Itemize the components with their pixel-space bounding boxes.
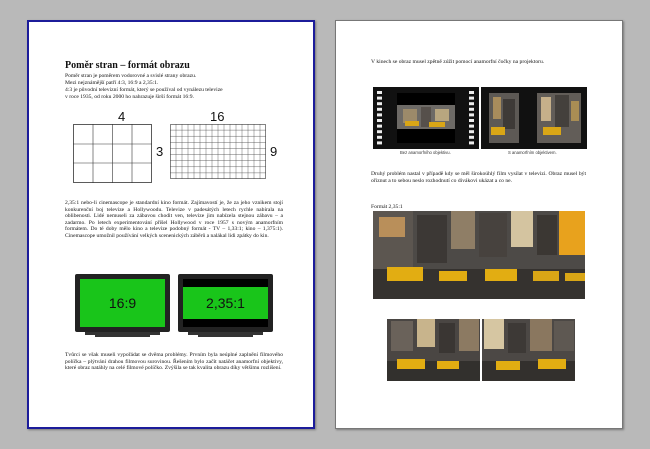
grid-16-9-diagram — [170, 124, 266, 179]
tv-2-35-1-label: 2,35:1 — [183, 287, 268, 319]
caption-with-anamorphic: S anamorfním objektivem. — [508, 150, 557, 155]
format-label: Formát 2,35:1 — [371, 204, 403, 210]
tv-broadcast-paragraph: Druhý problém nastal v případě kdy se měl širokoúhlý film vysílat v televizi. Obraz musel být ořiznut a to sebou neslo rozhodnutí co divákovi ukázat a co ne. — [371, 171, 586, 184]
times-square-photo-crop-right — [482, 319, 575, 381]
problems-paragraph: Tvůrci se však museli vypořádat se dvěma problémy. Prvním byla neúplné zaplnění filmového políčka – plýtvání drahou filmovou surovinou. Řešením bylo začít natáčet anamorfní objektivy, které obraz natáhly na celé filmové políčko. Zvýšila se tak kvalita obrazu díky většímu rozlišení. — [65, 352, 283, 372]
times-square-photo-wide — [373, 211, 585, 299]
intro-line: Mezi nejznámější patří 4:3, 16:9 a 2,35:1. — [65, 80, 159, 86]
cinemascope-paragraph: 2,35:1 nebo-li cinemascope je standardní kino formát. Zajímavostí je, že za jeho vznikem stojí konkurenční boj televize a Hollywoodu. Televize v padesátých letech rychle nabírala na oblibenosti. Lidé nemuseli za zábavou chodit ven, televize jim nabízela stejnou zábavu – a zadarmo. Po letech experimentování přišel Hollywood v roce 1957 s novým anamorfním formátem. Do té doby mělo kino a televize podobný formát - TV – 1,33:1; kino – 1,375:1). Cinemascope umožnil používání velkých scenenických záběrů a nalákal lidi zpátky do kin. — [65, 200, 283, 239]
tv-2-35-1-illustration — [178, 274, 273, 340]
grid-16-9-height-label: 9 — [270, 144, 278, 159]
caption-without-anamorphic: Bez anamorfního objektivu. — [400, 150, 451, 155]
film-strip-with-anamorphic — [481, 87, 587, 149]
grid-4-3-height-label: 3 — [156, 144, 164, 159]
page-title: Poměr stran – formát obrazu — [65, 60, 190, 71]
grid-16-9-width-label: 16 — [210, 109, 225, 124]
projector-paragraph: V kinech se obraz musel zpětně zúžit pomocí anamorfní čočky na projektoru. — [371, 59, 545, 65]
intro-line: Poměr stran je poměrem vodorovné a svislé strany obrazu. — [65, 73, 197, 79]
tv-16-9-label: 16:9 — [80, 279, 165, 327]
times-square-photo-crop-left — [387, 319, 480, 381]
intro-line: v roce 1935, od roku 2000 ho nahrazuje širší formát 16:9. — [65, 94, 194, 100]
document-page-left[interactable] — [27, 20, 315, 429]
grid-4-3-diagram — [73, 124, 152, 183]
film-strip-without-anamorphic — [373, 87, 479, 149]
tv-16-9-illustration — [75, 274, 170, 340]
document-page-right[interactable] — [335, 20, 623, 429]
intro-line: 4:3 je původní televizní formát, který se používal od vynálezu televize — [65, 87, 223, 93]
grid-4-3-width-label: 4 — [118, 109, 126, 124]
